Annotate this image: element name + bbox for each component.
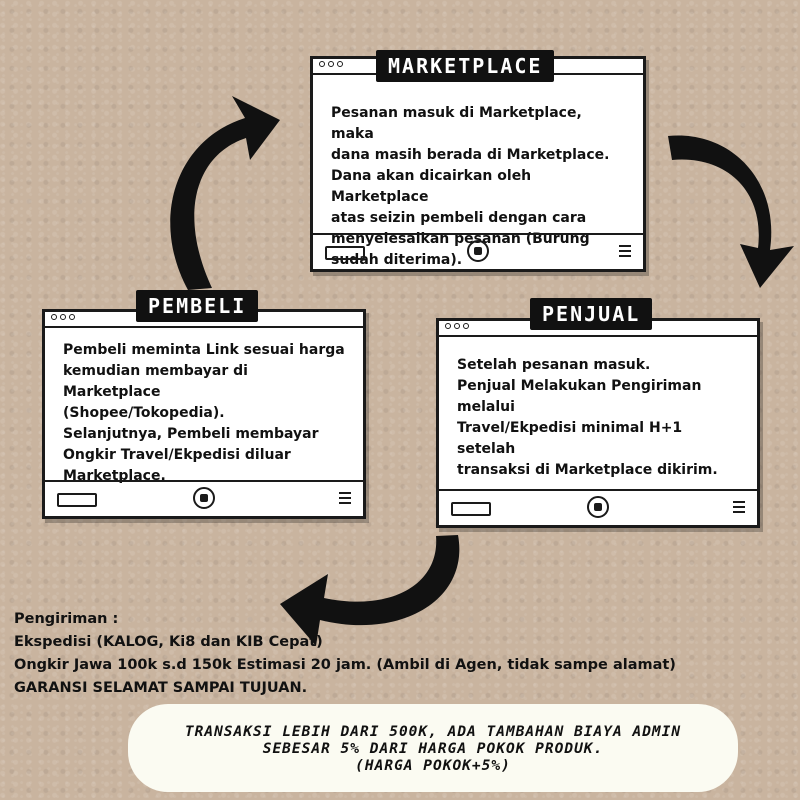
text-line: Pembeli meminta Link sesuai harga [63, 342, 345, 358]
shipping-title: Pengiriman : [14, 611, 119, 627]
text-line: Ongkir Travel/Ekpedisi diluar [63, 447, 291, 463]
text-line: Setelah pesanan masuk. [457, 357, 651, 373]
penjual-window [436, 318, 760, 528]
shipping-line: Ekspedisi (KALOG, Ki8 dan KIB Cepat) [14, 634, 323, 650]
menu-icon [619, 245, 631, 257]
shipping-guarantee: GARANSI SELAMAT SAMPAI TUJUAN. [14, 680, 308, 696]
notice-line: (HARGA POKOK+5%) [355, 758, 511, 774]
penjual-text [457, 355, 743, 481]
marketplace-label: MARKETPLACE [376, 50, 554, 82]
text-line: atas seizin pembeli dengan cara [331, 210, 587, 226]
shipping-line: Ongkir Jawa 100k s.d 150k Estimasi 20 jam. (Ambil di Agen, tidak sampe alamat) [14, 657, 676, 673]
pembeli-window [42, 309, 366, 519]
window-dots [319, 61, 343, 67]
admin-fee-notice [128, 704, 738, 792]
text-line: kemudian membayar di Marketplace [63, 363, 248, 400]
text-line: Travel/Ekpedisi minimal H+1 setelah [457, 420, 683, 457]
window-dots [51, 314, 75, 320]
window-dots [445, 323, 469, 329]
text-line: transaksi di Marketplace dikirim. [457, 462, 718, 478]
notice-line: SEBESAR 5% DARI HARGA POKOK PRODUK. [262, 741, 604, 757]
text-line: sudah diterima). [331, 252, 463, 268]
notice-line: TRANSAKSI LEBIH DARI 500K, ADA TAMBAHAN BIAYA ADMIN [184, 724, 682, 740]
window-footer [313, 233, 643, 269]
home-button-icon [193, 487, 215, 509]
penjual-label: PENJUAL [530, 298, 652, 330]
pill-icon [325, 246, 365, 260]
home-button-icon [587, 496, 609, 518]
text-line: Dana akan dicairkan oleh Marketplace [331, 168, 532, 205]
text-line: Penjual Melakukan Pengiriman melalui [457, 378, 702, 415]
text-line: Pesanan masuk di Marketplace, maka [331, 105, 582, 142]
pembeli-label: PEMBELI [136, 290, 258, 322]
home-button-icon [467, 240, 489, 262]
arrow-marketplace-to-penjual [668, 136, 794, 288]
text-line: Marketplace. [63, 468, 166, 484]
marketplace-window [310, 56, 646, 272]
text-line: Selanjutnya, Pembeli membayar [63, 426, 319, 442]
pill-icon [57, 493, 97, 507]
text-line: (Shopee/Tokopedia). [63, 405, 225, 421]
pembeli-text [63, 340, 349, 487]
shipping-notes [14, 608, 676, 700]
arrow-pembeli-to-marketplace [170, 96, 280, 290]
menu-icon [339, 492, 351, 504]
pill-icon [451, 502, 491, 516]
menu-icon [733, 501, 745, 513]
text-line: dana masih berada di Marketplace. [331, 147, 610, 163]
window-footer [45, 480, 363, 516]
text-line: menyelesaikan pesanan (Burung [331, 231, 590, 247]
window-footer [439, 489, 757, 525]
